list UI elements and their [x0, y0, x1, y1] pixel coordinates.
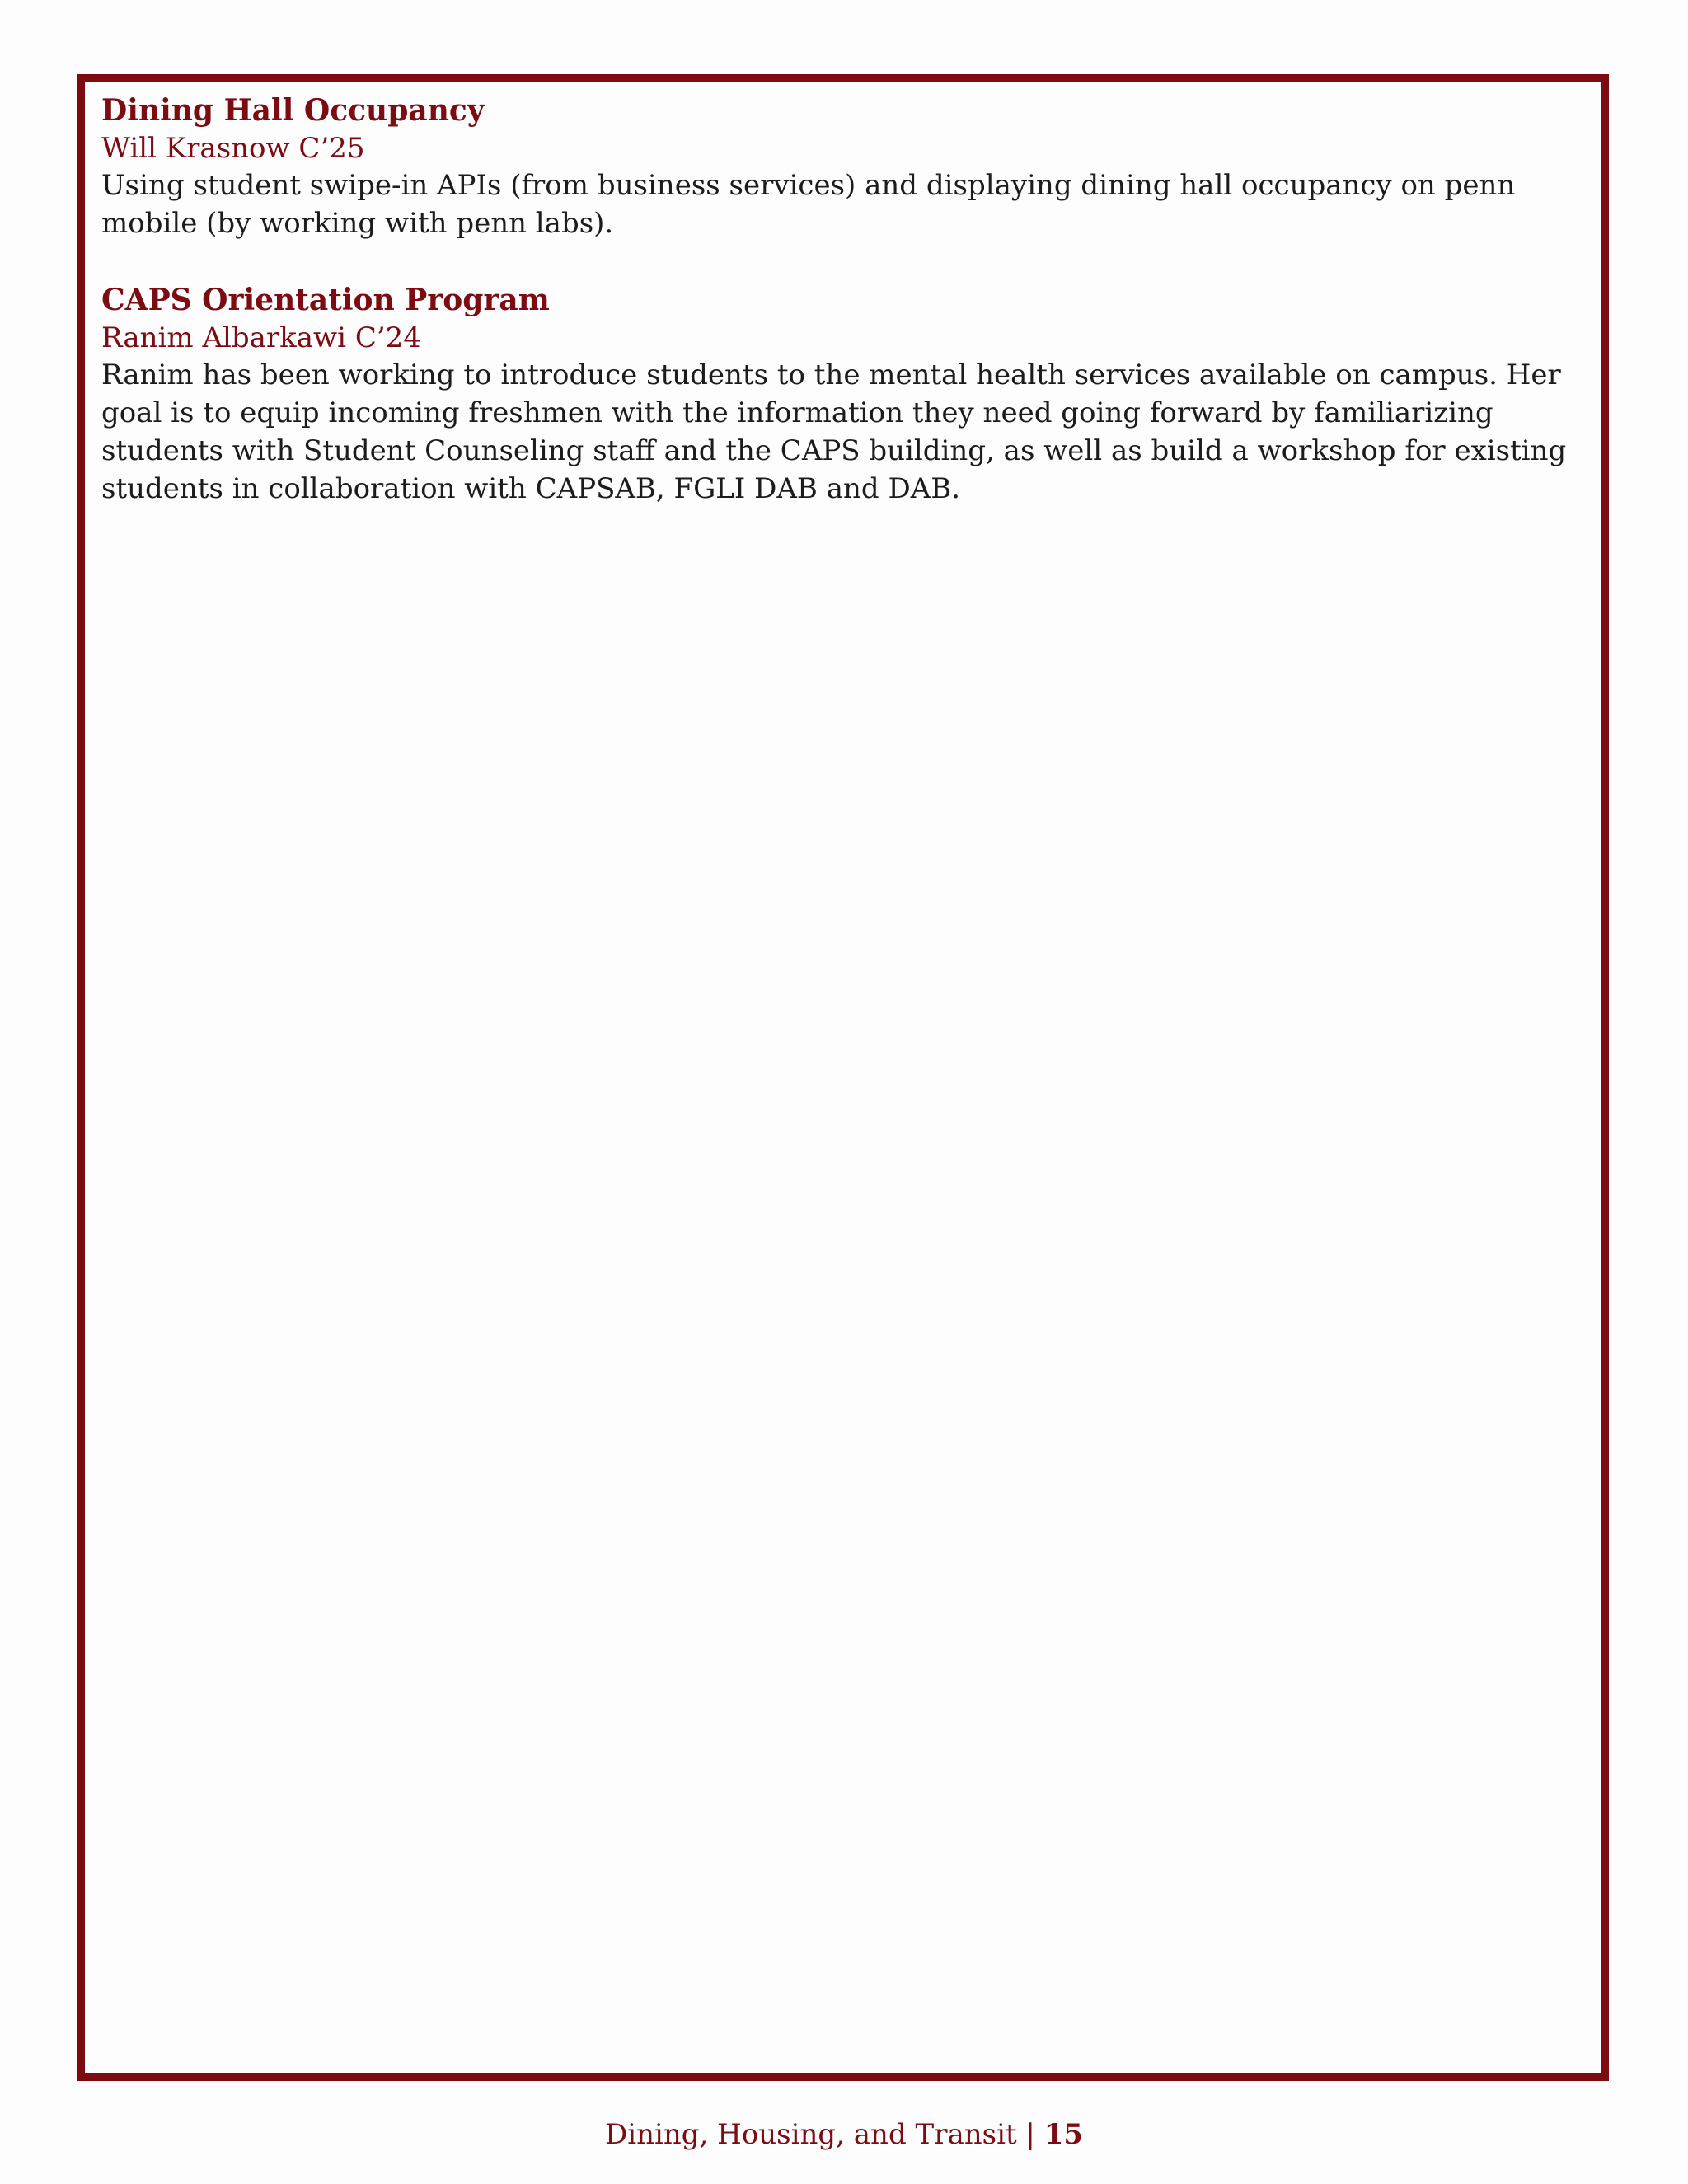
project-author: Ranim Albarkawi C’24: [101, 321, 421, 354]
page-content: [101, 91, 1601, 546]
project-description: Ranim has been working to introduce students to the mental health services available on campus. Her goal is to equip incoming freshmen with the information they need going forward by familiarizing students with Student Counseling staff and the CAPS building, as well as build a workshop for existing students in collaboration with CAPSAB, FGLI DAB and DAB.: [101, 359, 1567, 505]
footer-separator: |: [1016, 2118, 1044, 2151]
project-caps-orientation: [101, 280, 1601, 508]
page-number: 15: [1043, 2118, 1084, 2151]
project-dining-hall-occupancy: [101, 91, 1601, 242]
project-author: Will Krasnow C’25: [101, 132, 365, 165]
project-title: Dining Hall Occupancy: [101, 93, 485, 128]
footer-section-name: Dining, Housing, and Transit: [604, 2118, 1017, 2151]
project-description: Using student swipe-in APIs (from business services) and displaying dining hall occupancy on penn mobile (by working with penn labs).: [101, 169, 1516, 240]
page-footer: [0, 2115, 1688, 2154]
project-title: CAPS Orientation Program: [101, 283, 550, 317]
